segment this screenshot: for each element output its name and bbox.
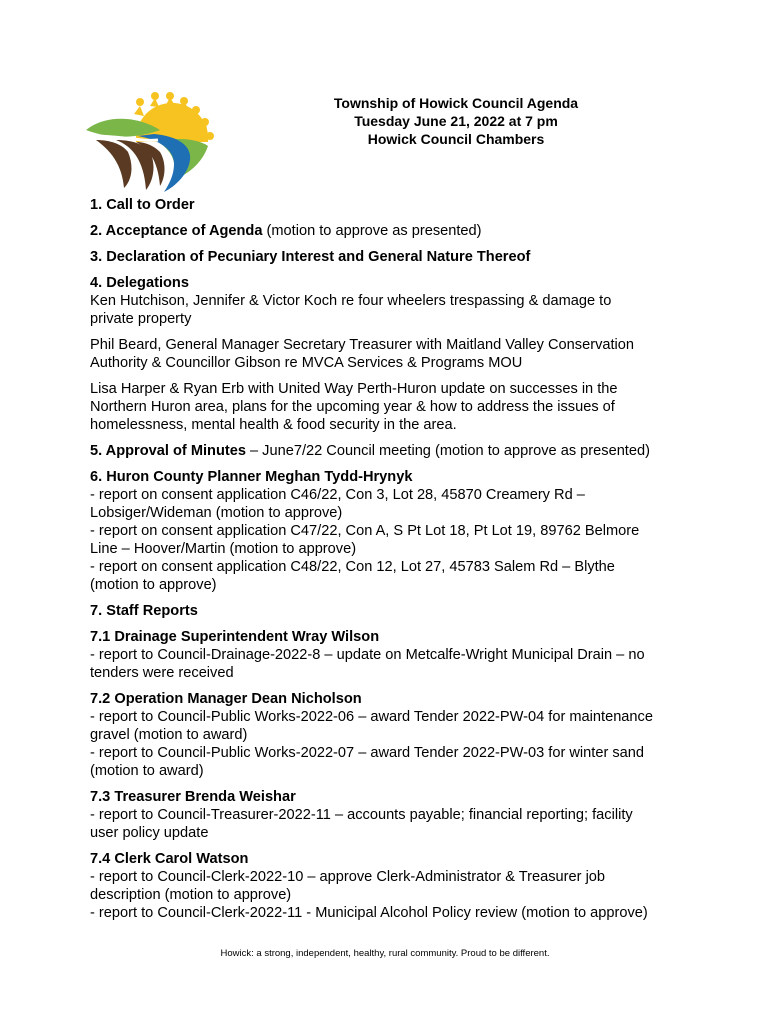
text-line: user policy update bbox=[90, 825, 209, 841]
item-delegations bbox=[90, 274, 690, 434]
item-heading: 5. Approval of Minutes bbox=[90, 443, 246, 459]
text-line: (motion to approve) bbox=[90, 577, 217, 593]
page-footer: Howick: a strong, independent, healthy, rural community. Proud to be different. bbox=[220, 948, 550, 959]
text-line: - report on consent application C47/22, Con A, S Pt Lot 18, Pt Lot 19, 89762 Belmore bbox=[90, 523, 640, 539]
item-heading: 2. Acceptance of Agenda bbox=[90, 223, 263, 239]
text-line: gravel (motion to award) bbox=[90, 727, 248, 743]
text-line: tenders were received bbox=[90, 665, 234, 681]
text-line: (motion to award) bbox=[90, 763, 204, 779]
text-line: Phil Beard, General Manager Secretary Treasurer with Maitland Valley Conservation bbox=[90, 337, 635, 353]
item-minutes bbox=[90, 442, 690, 460]
agenda-title: Township of Howick Council Agenda bbox=[333, 95, 579, 111]
delegation-paragraph bbox=[90, 292, 690, 328]
item-text: – June7/22 Council meeting (motion to approve as presented) bbox=[245, 443, 650, 459]
item-operation bbox=[90, 690, 690, 780]
agenda-header bbox=[296, 94, 616, 148]
agenda-items bbox=[90, 196, 690, 930]
text-line: - report to Council-Clerk-2022-10 – approve Clerk-Administrator & Treasurer job bbox=[90, 869, 606, 885]
item-clerk bbox=[90, 850, 690, 922]
text-line: - report to Council-Clerk-2022-11 - Municipal Alcohol Policy review (motion to approve) bbox=[90, 905, 648, 921]
text-line: - report to Council-Drainage-2022-8 – update on Metcalfe-Wright Municipal Drain – no bbox=[90, 647, 645, 663]
item-planner bbox=[90, 468, 690, 594]
delegation-paragraph bbox=[90, 336, 690, 372]
howick-logo-icon bbox=[82, 90, 218, 194]
text-line: - report on consent application C46/22, Con 3, Lot 28, 45870 Creamery Rd – bbox=[90, 487, 585, 503]
item-heading: 7.1 Drainage Superintendent Wray Wilson bbox=[90, 629, 380, 645]
item-heading: 4. Delegations bbox=[90, 275, 189, 291]
text-line: - report on consent application C48/22, Con 12, Lot 27, 45783 Salem Rd – Blythe bbox=[90, 559, 615, 575]
meeting-date: Tuesday June 21, 2022 at 7 pm bbox=[354, 113, 558, 129]
meeting-location: Howick Council Chambers bbox=[367, 131, 545, 147]
item-heading: 7.4 Clerk Carol Watson bbox=[90, 851, 249, 867]
item-heading: 7. Staff Reports bbox=[90, 603, 198, 619]
item-heading: 7.2 Operation Manager Dean Nicholson bbox=[90, 691, 362, 707]
text-line: Ken Hutchison, Jennifer & Victor Koch re four wheelers trespassing & damage to bbox=[90, 293, 612, 309]
text-line: - report to Council-Treasurer-2022-11 – accounts payable; financial reporting; facility bbox=[90, 807, 633, 823]
text-line: - report to Council-Public Works-2022-06 – award Tender 2022-PW-04 for maintenance bbox=[90, 709, 653, 725]
text-line: description (motion to approve) bbox=[90, 887, 292, 903]
item-pecuniary bbox=[90, 248, 690, 266]
text-line: Lisa Harper & Ryan Erb with United Way Perth-Huron update on successes in the bbox=[90, 381, 618, 397]
text-line: private property bbox=[90, 311, 192, 327]
item-text: (motion to approve as presented) bbox=[262, 223, 482, 239]
item-heading: 7.3 Treasurer Brenda Weishar bbox=[90, 789, 296, 805]
text-line: - report to Council-Public Works-2022-07 – award Tender 2022-PW-03 for winter sand bbox=[90, 745, 645, 761]
item-staff-reports bbox=[90, 602, 690, 620]
item-heading: 1. Call to Order bbox=[90, 197, 195, 213]
item-heading: 3. Declaration of Pecuniary Interest and General Nature Thereof bbox=[90, 249, 531, 265]
item-heading: 6. Huron County Planner Meghan Tydd-Hrynyk bbox=[90, 469, 413, 485]
text-line: Line – Hoover/Martin (motion to approve) bbox=[90, 541, 357, 557]
item-treasurer bbox=[90, 788, 690, 842]
text-line: Northern Huron area, plans for the upcoming year & how to address the issues of bbox=[90, 399, 615, 415]
item-call-to-order bbox=[90, 196, 690, 214]
text-line: homelessness, mental health & food security in the area. bbox=[90, 417, 457, 433]
item-acceptance bbox=[90, 222, 690, 240]
text-line: Authority & Councillor Gibson re MVCA Services & Programs MOU bbox=[90, 355, 523, 371]
delegation-paragraph bbox=[90, 380, 690, 434]
text-line: Lobsiger/Wideman (motion to approve) bbox=[90, 505, 343, 521]
item-drainage bbox=[90, 628, 690, 682]
